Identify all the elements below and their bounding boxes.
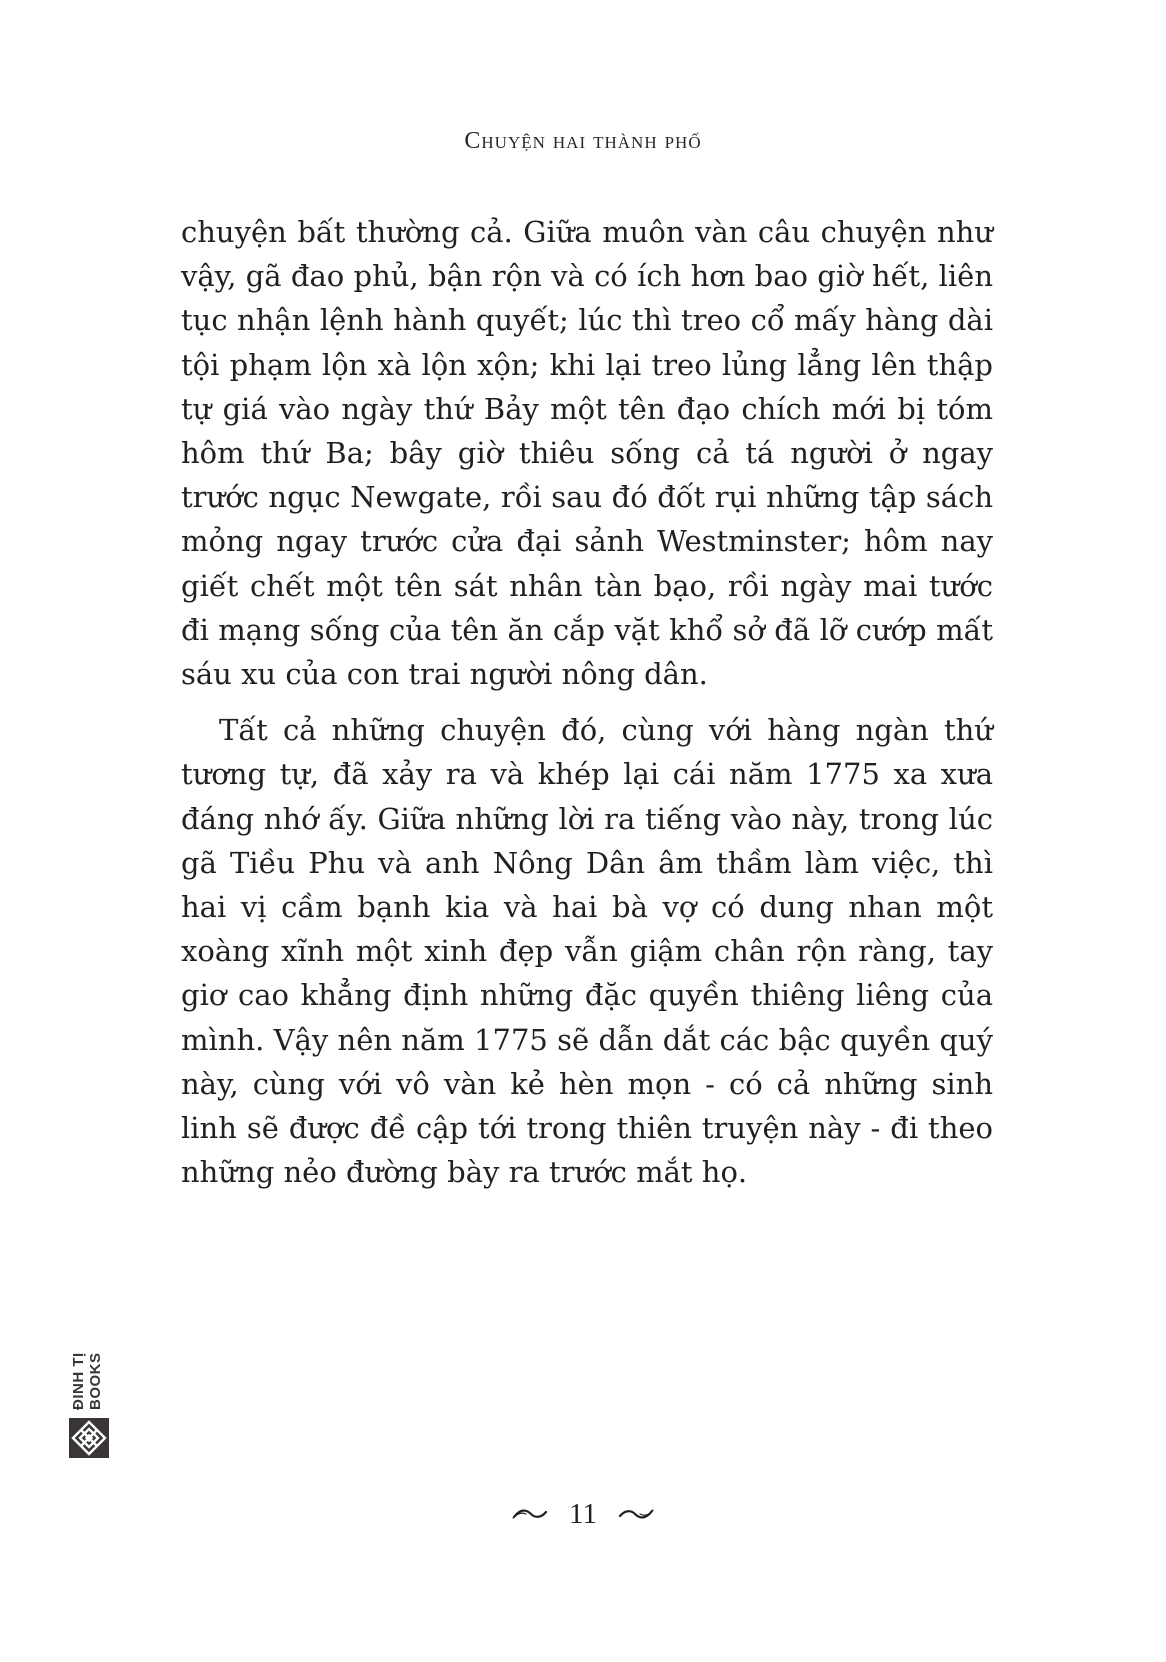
diamond-knot-logo-icon	[69, 1418, 109, 1458]
publisher-name: ĐINH TỊ BOOKS	[70, 1352, 104, 1410]
swash-left-icon	[512, 1507, 548, 1521]
paragraph-2: Tất cả những chuyện đó, cùng với hàng ngàn thứ tương tự, đã xảy ra và khép lại cái năm 1775 xa xưa đáng nhớ ấy. Giữa những lời ra tiếng vào này, trong lúc gã Tiều Phu và anh Nông Dân âm thầm làm việc, thì hai vị cầm bạnh kia và hai bà vợ có dung nhan một xoàng xĩnh một xinh đẹp vẫn giậm chân rộn ràng, tay giơ cao khẳng định những đặc quyền thiêng liêng của mình. Vậy nên năm 1775 sẽ dẫn dắt các bậc quyền quý này, cùng với vô vàn kẻ hèn mọn - có cả những sinh linh sẽ được đề cập tới trong thiên truyện này - đi theo những nẻo đường bày ra trước mắt họ.	[181, 713, 993, 1190]
page-number: 11	[569, 1497, 597, 1530]
body-text	[181, 210, 993, 1194]
running-head-title: Chuyện hai thành phố	[464, 128, 702, 154]
paragraph-1: chuyện bất thường cả. Giữa muôn vàn câu chuyện như vậy, gã đao phủ, bận rộn và có ích hơn bao giờ hết, liên tục nhận lệnh hành quyết; lúc thì treo cổ mấy hàng dài tội phạm lộn xà lộn xộn; khi lại treo lủng lẳng lên thập tự giá vào ngày thứ Bảy một tên đạo chích mới bị tóm hôm thứ Ba; bây giờ thiêu sống cả tá người ở ngay trước ngục Newgate, rồi sau đó đốt rụi những tập sách mỏng ngay trước cửa đại sảnh Westminster; hôm nay giết chết một tên sát nhân tàn bạo, rồi ngày mai tước đi mạng sống của tên ăn cắp vặt khổ sở đã lỡ cướp mất sáu xu của con trai người nông dân.	[181, 215, 993, 692]
page-folio	[0, 1496, 1166, 1531]
publisher-imprint	[66, 1300, 112, 1460]
swash-right-icon	[618, 1507, 654, 1521]
